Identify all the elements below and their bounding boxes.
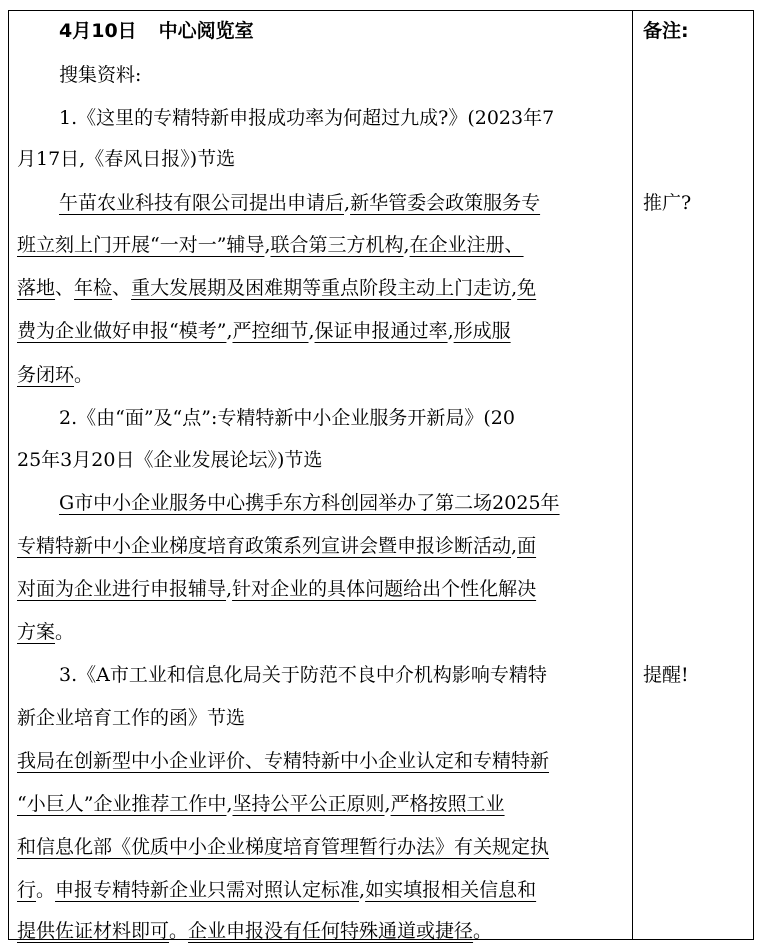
punctuation: ,: [226, 320, 233, 342]
item-3-citation-line2: 新企业培育工作的函》节选: [17, 707, 246, 729]
underlined-text: 严格按照工业: [390, 793, 505, 815]
underlined-text: 提供佐证材料即可: [17, 920, 170, 942]
punctuation: 。: [36, 879, 56, 901]
underlined-text: 在企业注册、: [409, 234, 524, 256]
item-2-body-line: [17, 577, 536, 601]
punctuation: ,: [384, 793, 391, 815]
item-1-body-line: [17, 233, 524, 257]
item-2-citation-line1: 2.《由“面”及“点”:专精特新中小企业服务开新局》(20: [59, 407, 515, 429]
item-3-body-line: [17, 792, 505, 816]
item-1-body-line: [59, 191, 540, 215]
item-1-body-line: [17, 363, 93, 387]
item-3-body-line: [17, 878, 536, 902]
underlined-text: 重大发展期及困难期等重点阶段主动上门走访: [131, 277, 512, 299]
underlined-text: 如实填报相关信息和: [365, 879, 537, 901]
punctuation: ,: [447, 320, 454, 342]
remarks-header: 备注:: [643, 20, 689, 42]
underlined-text: 针对企业的具体问题给出个性化解决: [232, 578, 537, 600]
item-1-citation-line1: 1.《这里的专精特新申报成功率为何超过九成?》(2023年7: [59, 107, 555, 129]
underlined-text: 坚持公平公正原则: [232, 793, 385, 815]
underlined-text: 我局在创新型中小企业评价、专精特新中小企业认定和专精特新: [17, 750, 550, 772]
punctuation: ,: [511, 535, 518, 557]
underlined-text: 落地: [17, 277, 56, 299]
item-1-body-line: [17, 276, 536, 300]
heading-date: 4月10日: [59, 20, 137, 42]
punctuation: ,: [403, 234, 410, 256]
underlined-text: 保证申报通过率: [314, 320, 448, 342]
item-3-body-line: [17, 919, 492, 943]
punctuation: ,: [226, 578, 233, 600]
item-1-body-line: [17, 319, 511, 343]
underlined-text: 免: [517, 277, 537, 299]
underlined-text: 形成服: [453, 320, 511, 342]
item-2-citation-line2: 25年3月20日《企业发展论坛》)节选: [17, 449, 323, 471]
remark-note: 推广?: [643, 192, 692, 214]
punctuation: 、: [112, 277, 132, 299]
item-2-body-line: [17, 534, 536, 558]
underlined-text: 年检: [74, 277, 113, 299]
item-3-citation-line1: 3.《A市工业和信息化局关于防范不良中介机构影响专精特: [59, 664, 547, 686]
punctuation: ,: [226, 793, 233, 815]
underlined-text: “小巨人”企业推荐工作中: [17, 793, 227, 815]
punctuation: 、: [55, 277, 75, 299]
underlined-text: 专精特新中小企业梯度培育政策系列宣讲会暨申报诊断活动: [17, 535, 512, 557]
heading: [59, 19, 254, 43]
punctuation: 。: [473, 920, 493, 942]
punctuation: ,: [359, 879, 366, 901]
punctuation: 。: [55, 621, 75, 643]
punctuation: 。: [74, 364, 94, 386]
remark-note: 提醒!: [643, 664, 689, 686]
item-3-body-line: [17, 835, 549, 859]
underlined-text: G市中小企业服务中心携手东方科创园举办了第二场2025年: [59, 492, 560, 514]
punctuation: ,: [308, 320, 315, 342]
punctuation: ,: [344, 192, 351, 214]
underlined-text: 费为企业做好申报“模考”: [17, 320, 227, 342]
item-2-body-line: [17, 620, 74, 644]
intro-label: 搜集资料:: [59, 64, 142, 86]
underlined-text: 方案: [17, 621, 56, 643]
underlined-text: 严控细节: [232, 320, 309, 342]
underlined-text: 申报专精特新企业只需对照认定标准: [55, 879, 360, 901]
underlined-text: 务闭环: [17, 364, 75, 386]
underlined-text: 联合第三方机构: [270, 234, 404, 256]
item-3-body-line: [17, 749, 549, 773]
underlined-text: 面: [517, 535, 537, 557]
underlined-text: 班立刻上门开展“一对一”辅导: [17, 234, 265, 256]
punctuation: ,: [264, 234, 271, 256]
underlined-text: 午苗农业科技有限公司提出申请后: [59, 192, 345, 214]
underlined-text: 对面为企业进行申报辅导: [17, 578, 227, 600]
heading-location: 中心阅览室: [158, 20, 254, 42]
item-2-body-line: [59, 491, 560, 515]
underlined-text: 行: [17, 879, 37, 901]
item-1-citation-line2: 月17日,《春风日报》)节选: [17, 148, 236, 170]
underlined-text: 和信息化部《优质中小企业梯度培育管理暂行办法》有关规定执: [17, 836, 550, 858]
underlined-text: 企业申报没有任何特殊通道或捷径: [188, 920, 474, 942]
punctuation: ,: [511, 277, 518, 299]
notes-table: [8, 10, 754, 940]
column-divider: [632, 11, 633, 939]
underlined-text: 新华管委会政策服务专: [350, 192, 541, 214]
punctuation: 。: [169, 920, 189, 942]
